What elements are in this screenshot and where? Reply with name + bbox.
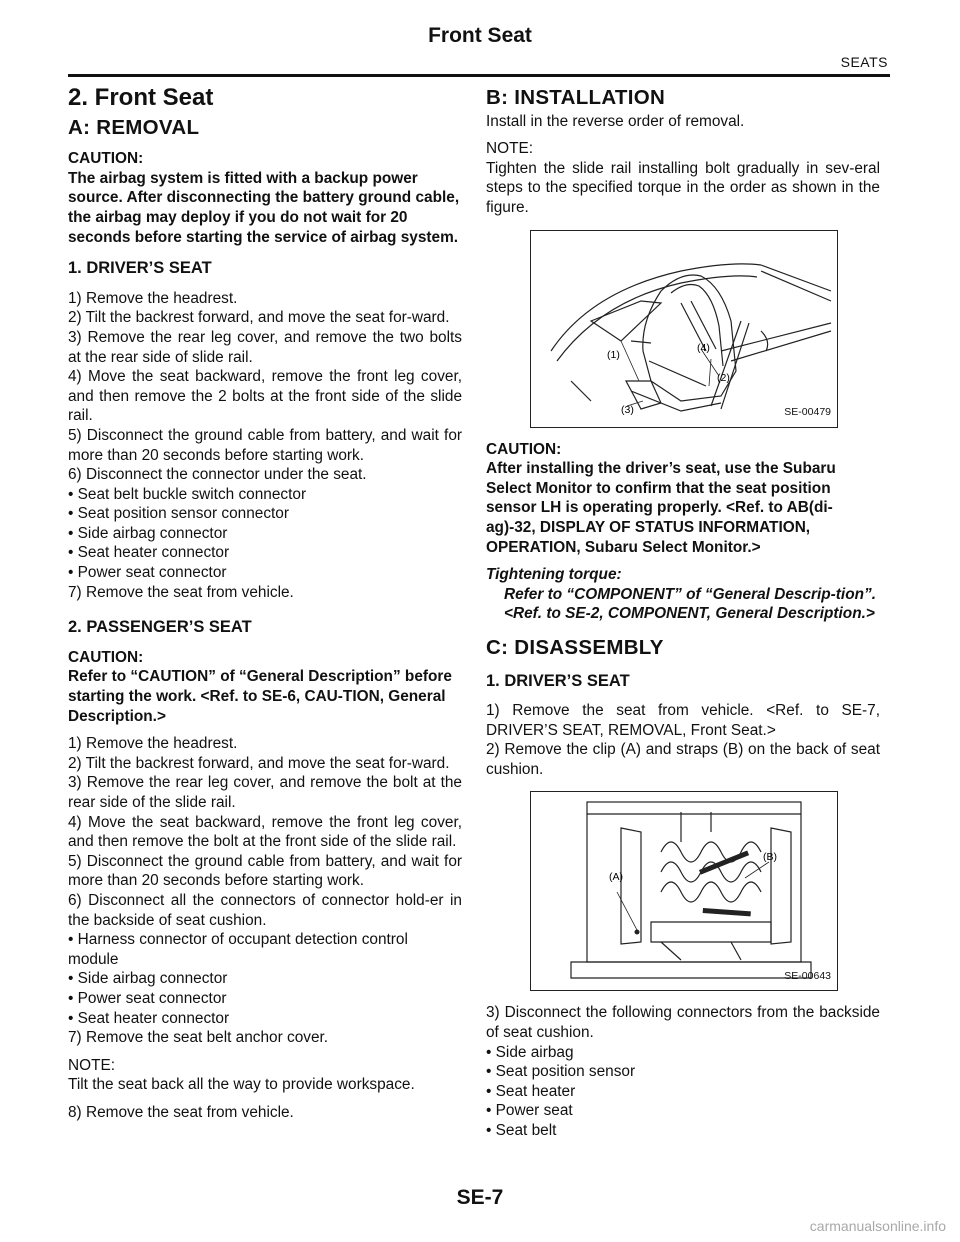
passenger-step: 3) Remove the rear leg cover, and remove the bolt at the rear side of the slide rail. [68,774,462,811]
page-header-title: Front Seat [428,24,532,47]
caution-text: The airbag system is fitted with a backup power source. After disconnecting the battery ground cable, the airbag may deploy if you do not wait for 20 seconds before starting the service of airbag system. [68,169,460,246]
install-note-text: Tighten the slide rail installing bolt gradually in sev-eral steps to the specified torque in the order as shown in the figure. [486,159,880,216]
removal-step: 2) Tilt the backrest forward, and move the seat for-ward. [68,309,450,327]
main-title: 2. Front Seat [68,84,214,111]
left-column [68,86,462,1123]
driver-seat-heading: 1. DRIVER’S SEAT [68,259,212,278]
cushion-illustration [531,792,837,990]
torque-text: Refer to “COMPONENT” of “General Descrip-tion”. <Ref. to SE-2, COMPONENT, General Description.> [504,585,876,623]
figure-code: SE-00643 [784,969,831,982]
disassembly-heading: C: DISASSEMBLY [486,635,664,659]
connector-bullet: • Side airbag [486,1043,574,1061]
passenger-step: 2) Tilt the backrest forward, and move the seat for-ward. [68,754,450,772]
removal-step: 6) Disconnect the connector under the seat. [68,466,367,484]
install-caution-label: CAUTION: [486,440,562,458]
callout-a: (A) [609,871,623,884]
passenger-seat-heading: 2. PASSENGER’S SEAT [68,618,252,637]
removal-step: 4) Move the seat backward, remove the front leg cover, and then remove the 2 bolts at the front side of the slide rail. [68,368,462,425]
removal-heading: A: REMOVAL [68,115,200,139]
connector-bullet: • Side airbag connector [68,524,228,542]
connector-bullet: • Seat belt buckle switch connector [68,485,307,503]
disassembly-step: 2) Remove the clip (A) and straps (B) on the back of seat cushion. [486,741,880,778]
install-text: Install in the reverse order of removal. [486,112,745,130]
removal-step: 5) Disconnect the ground cable from battery, and wait for more than 20 seconds before starting work. [68,426,462,464]
seat-illustration [531,231,837,427]
connector-bullet: • Seat heater connector [68,1009,230,1027]
install-caution-text: After installing the driver’s seat, use the Subaru Select Monitor to confirm that the seat position sensor LH is operating properly. <Ref. to AB(di-ag)-32, DISPLAY OF STATUS INFORMATION, OPERATION, Subaru Select Monitor.> [486,460,836,556]
removal-step: 7) Remove the seat from vehicle. [68,583,294,601]
connector-bullet: • Seat position sensor [486,1063,636,1081]
connector-bullet: • Seat heater connector [68,544,230,562]
disassembly-step: 3) Disconnect the following connectors from the backside of seat cushion. [486,1004,880,1042]
connector-bullet: • Power seat [486,1102,573,1120]
page-number: SE-7 [456,1186,504,1209]
connector-bullet: • Power seat connector [68,564,227,582]
passenger-step: 6) Disconnect all the connectors of connector hold-er in the backside of seat cushion. [68,891,462,929]
seat-cushion-back-figure [530,791,838,991]
right-column [486,86,880,1141]
disassembly-driver-heading: 1. DRIVER’S SEAT [486,671,630,690]
connector-bullet: • Harness connector of occupant detection control module [68,931,408,968]
seat-installation-figure [530,230,838,428]
connector-bullet: • Seat heater [486,1082,576,1100]
passenger-step: 5) Disconnect the ground cable from battery, and wait for more than 20 seconds before starting work. [68,852,462,890]
note-label: NOTE: [68,1056,116,1074]
removal-step: 1) Remove the headrest. [68,289,238,307]
figure-code: SE-00479 [784,405,831,418]
callout-3: (3) [621,403,634,416]
connector-bullet: • Power seat connector [68,989,227,1007]
final-step: 8) Remove the seat from vehicle. [68,1103,294,1121]
passenger-step: 7) Remove the seat belt anchor cover. [68,1029,329,1047]
callout-2: (2) [717,371,730,384]
passenger-step: 1) Remove the headrest. [68,735,238,753]
removal-step: 3) Remove the rear leg cover, and remove the two bolts at the rear side of slide rail. [68,328,462,366]
installation-heading: B: INSTALLATION [486,86,666,109]
disassembly-step: 1) Remove the seat from vehicle. <Ref. to SE-7, DRIVER’S SEAT, REMOVAL, Front Seat.> [486,702,880,739]
passenger-caution-label: CAUTION: [68,648,144,666]
note-text: Tilt the seat back all the way to provide workspace. [68,1076,415,1094]
callout-4: (4) [697,341,710,354]
header-rule [68,74,890,77]
connector-bullet: • Side airbag connector [68,970,228,988]
callout-b: (B) [763,851,777,864]
passenger-step: 4) Move the seat backward, remove the front leg cover, and then remove the bolt at the front side of the slide rail. [68,813,462,851]
connector-bullet: • Seat position sensor connector [68,505,289,523]
install-note-label: NOTE: [486,140,534,158]
watermark: carmanualsonline.info [809,1218,946,1234]
connector-bullet: • Seat belt [486,1122,557,1140]
page-header-section: SEATS [840,54,888,70]
callout-1: (1) [607,348,620,361]
torque-label: Tightening torque: [486,566,622,584]
passenger-caution-text: Refer to “CAUTION” of “General Description” before starting the work. <Ref. to SE-6, CAU-TION, General Description.> [68,668,452,725]
caution-label: CAUTION: [68,150,144,168]
